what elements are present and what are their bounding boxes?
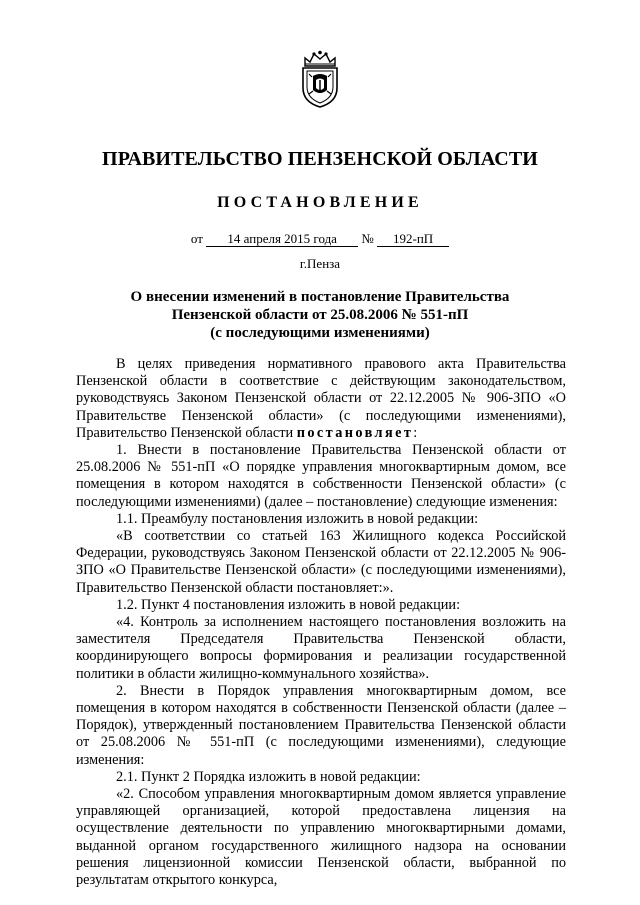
paragraph-1: 1. Внести в постановление Правительства Пензенской области от 25.08.2006 № 551-пП «О порядке управления многоквартирным домом, все помещения в котором находятся в собственности Пензенской области» (с последующими изменениями) (далее – постановление) следующие изменения: bbox=[76, 442, 566, 510]
resolves-word: постановляет bbox=[296, 424, 414, 441]
decree-date: 14 апреля 2015 года bbox=[206, 232, 358, 247]
coat-of-arms-icon bbox=[297, 50, 343, 108]
city-name: г.Пенза bbox=[299, 256, 341, 271]
decree-subject bbox=[0, 288, 640, 342]
paragraph-preamble bbox=[76, 356, 566, 442]
paragraph-2-1-text: «2. Способом управления многоквартирным домом является управление управляющей организацией, которой предоставлена лицензия на осуществление деятельности по управлению многоквартирными домами, выданной органом государственного жилищного надзора на основании решения лицензионной комиссии Пензенской области, выбранной по результатам открытого конкурса, bbox=[76, 786, 566, 889]
paragraph-2: 2. Внести в Порядок управления многоквартирным домом, все помещения в котором находятся в собственности Пензенской области (далее – Порядок), утвержденный постановлением Правительства Пензенской области от 25.08.2006 № 551-пП (с последующими изменениями), следующие изменения: bbox=[76, 682, 566, 768]
paragraph-1-2: 1.2. Пункт 4 постановления изложить в новой редакции: bbox=[116, 596, 461, 613]
preamble-end: : bbox=[413, 424, 418, 441]
date-prefix: от bbox=[190, 231, 203, 246]
document-body bbox=[76, 356, 566, 889]
number-sign: № bbox=[361, 231, 374, 246]
document-type: ПОСТАНОВЛЕНИЕ bbox=[217, 194, 423, 211]
paragraph-1-1-text: «В соответствии со статьей 163 Жилищного кодекса Российской Федерации, руководствуясь Законом Пензенской области от 22.12.2005 № 906-ЗПО «О Правительстве Пензенской области» (с последующими изменениями), Правительство Пензенской области постановляет:». bbox=[76, 528, 566, 596]
subject-line-2: Пензенской области от 25.08.2006 № 551-пП bbox=[171, 307, 469, 323]
government-title: ПРАВИТЕЛЬСТВО ПЕНЗЕНСКОЙ ОБЛАСТИ bbox=[102, 148, 538, 170]
date-number-line bbox=[0, 231, 640, 247]
decree-number: 192-пП bbox=[377, 232, 449, 247]
paragraph-2-1: 2.1. Пункт 2 Порядка изложить в новой редакции: bbox=[116, 768, 421, 785]
subject-line-3: (с последующими изменениями) bbox=[210, 325, 430, 341]
preamble-text: В целях приведения нормативного правового акта Правительства Пензенской области в соответствие с действующим законодательством, руководствуясь Законом Пензенской области от 22.12.2005 № 906-ЗПО «О Правительстве Пензенской области» (с последующими изменениями), Правительство Пензенской области bbox=[76, 356, 566, 441]
subject-line-1: О внесении изменений в постановление Правительства bbox=[130, 289, 510, 305]
paragraph-1-2-text: «4. Контроль за исполнением настоящего постановления возложить на заместителя Председателя Правительства Пензенской области, координирующего вопросы формирования и реализации государственной политики в области жилищно-коммунального хозяйства». bbox=[76, 614, 566, 682]
paragraph-1-1: 1.1. Преамбулу постановления изложить в новой редакции: bbox=[116, 510, 479, 527]
